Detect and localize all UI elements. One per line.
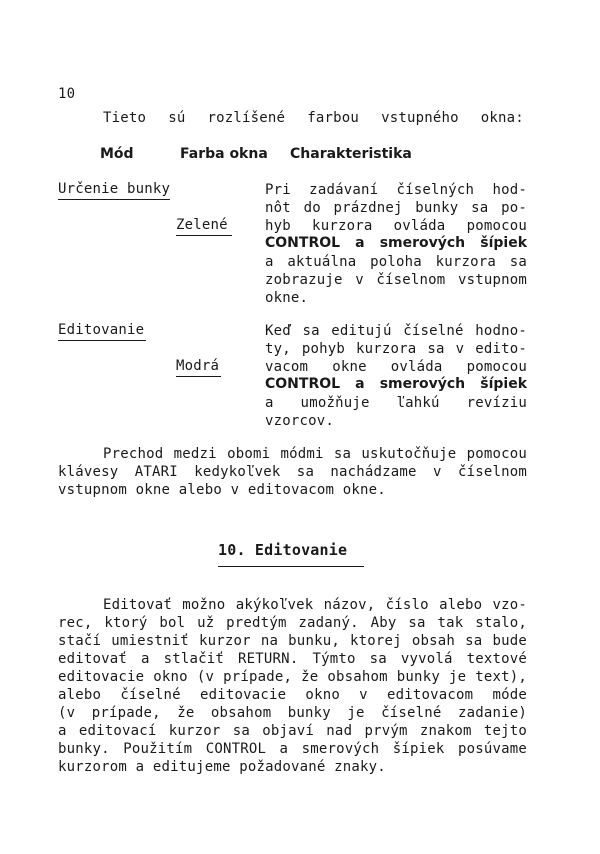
paragraph-line: kurzorom a editujeme požadované znaky. [58, 759, 386, 775]
characteristic-line: zobrazuje v číselnom vstupnom [265, 272, 527, 288]
paragraph-line: vstupnom okne alebo v editovacom okne. [58, 482, 386, 498]
mode-underline [58, 340, 146, 341]
paragraph-line: klávesy ATARI kedykoľvek sa nachádzame v číselnom [58, 464, 527, 480]
header-color: Farba okna [180, 146, 268, 162]
paragraph-line: alebo číselné editovacie okno v editovacom móde [58, 687, 527, 703]
characteristic-line: Keď sa editujú číselné hodno- [265, 323, 527, 339]
paragraph-line: stačí umiestniť kurzor na bunku, ktorej obsah sa bude [58, 633, 527, 649]
characteristic-line: ty, pohyb kurzora sa v edito- [265, 341, 527, 357]
characteristic-line: okne. [265, 290, 309, 306]
paragraph-line: Prechod medzi obomi módmi sa uskutočňuje pomocou [103, 446, 527, 462]
paragraph-line: Editovať možno akýkoľvek názov, číslo alebo vzo- [103, 597, 527, 613]
row-mode: Určenie bunky [58, 181, 171, 197]
characteristic-line: a aktuálna poloha kurzora sa [265, 254, 527, 270]
paragraph-line: rec, ktorý bol už predtým zadaný. Aby sa tak stalo, [58, 615, 527, 631]
intro-word: farbou [307, 110, 360, 126]
header-characteristic: Charakteristika [290, 146, 412, 162]
color-underline [176, 235, 232, 236]
row-color: Modrá [176, 358, 220, 374]
intro-word: Tieto [103, 110, 147, 126]
row-color: Zelené [176, 217, 228, 233]
row-mode: Editovanie [58, 322, 145, 338]
paragraph-line: (v prípade, že obsahom bunky je číselné zadanie) [58, 705, 527, 721]
intro-word: sú [168, 110, 186, 126]
header-mode: Mód [100, 146, 134, 162]
intro-word: rozlíšené [207, 110, 286, 126]
characteristic-line: Pri zadávaní číselných hod- [265, 182, 527, 198]
intro-word: okna: [480, 110, 524, 126]
section-title: 10. Editovanie [218, 541, 348, 559]
characteristic-line: nôt do prázdnej bunky sa po- [265, 200, 527, 216]
characteristic-line: vzorcov. [265, 413, 335, 429]
characteristic-line: CONTROL a smerových šípiek [265, 235, 527, 251]
intro-line [103, 110, 524, 126]
intro-word: vstupného [381, 110, 459, 126]
page-number: 10 [58, 86, 76, 102]
characteristic-line: CONTROL a smerových šípiek [265, 376, 527, 392]
paragraph-line: bunky. Použitím CONTROL a smerových šípiek posúvame [58, 741, 527, 757]
mode-underline [58, 199, 170, 200]
paragraph-line: a editovací kurzor sa objaví nad prvým znakom tejto [58, 723, 527, 739]
characteristic-line: vacom okne ovláda pomocou [265, 359, 527, 375]
characteristic-line: a umožňuje ľahkú revíziu [265, 395, 527, 411]
paragraph-line: editovacie okno (v prípade, že obsahom bunky je text), [58, 669, 527, 685]
color-underline [176, 376, 221, 377]
characteristic-line: hyb kurzora ovláda pomocou [265, 218, 527, 234]
paragraph-line: editovať a stlačiť RETURN. Týmto sa vyvolá textové [58, 651, 527, 667]
section-title-underline [218, 566, 364, 567]
